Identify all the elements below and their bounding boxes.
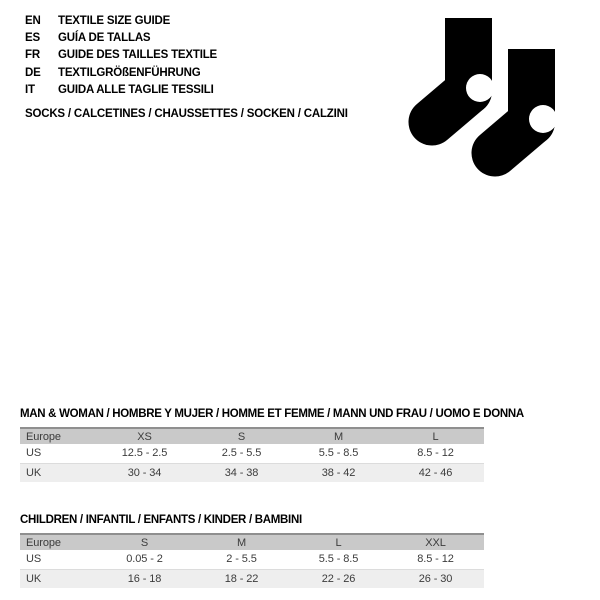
sock-front-icon — [495, 49, 557, 153]
language-code: IT — [25, 83, 35, 96]
language-row — [25, 13, 217, 30]
language-code: EN — [25, 15, 41, 27]
language-label: GUIDE DES TAILLES TEXTILE — [58, 49, 217, 62]
size-value: 38 - 42 — [321, 466, 356, 479]
column-header: S — [140, 536, 149, 549]
column-header: L — [432, 430, 439, 443]
size-value: 16 - 18 — [127, 572, 162, 585]
product-line-title: SOCKS / CALCETINES / CHAUSSETTES / SOCKEN / CALZINI — [25, 108, 348, 120]
size-value: 42 - 46 — [418, 466, 453, 479]
language-row — [25, 65, 217, 82]
size-value: 8.5 - 12 — [417, 447, 454, 460]
size-table — [20, 427, 484, 482]
size-value: 5.5 - 8.5 — [318, 553, 359, 566]
language-label: GUÍA DE TALLAS — [58, 32, 151, 45]
language-row — [25, 30, 217, 47]
language-label: TEXTILE SIZE GUIDE — [58, 15, 171, 27]
size-value: 34 - 38 — [224, 466, 259, 479]
table-header-row — [20, 428, 484, 444]
table-title: CHILDREN / INFANTIL / ENFANTS / KINDER / BAMBINI — [20, 514, 302, 526]
row-label: US — [26, 553, 42, 566]
size-value: 2 - 5.5 — [226, 553, 257, 566]
column-header: M — [333, 430, 344, 443]
row-label: US — [26, 447, 42, 460]
row-label: UK — [26, 466, 42, 479]
table-row — [20, 550, 484, 569]
table-row — [20, 444, 484, 463]
language-label: TEXTILGRÖßENFÜHRUNG — [58, 66, 201, 79]
column-header: M — [236, 536, 247, 549]
column-header: L — [335, 536, 342, 549]
language-row — [25, 47, 217, 64]
table-row — [20, 569, 484, 588]
column-header: Europe — [26, 536, 61, 549]
size-value: 30 - 34 — [127, 466, 162, 479]
size-value: 26 - 30 — [418, 572, 453, 585]
table-header-row — [20, 534, 484, 550]
size-value: 12.5 - 2.5 — [121, 447, 168, 460]
row-label: UK — [26, 572, 42, 585]
size-table-section-man-woman — [20, 406, 524, 482]
table-row — [20, 463, 484, 482]
size-value: 0.05 - 2 — [126, 553, 163, 566]
language-list — [25, 13, 217, 99]
column-header: XXL — [425, 536, 446, 549]
language-code: ES — [25, 32, 40, 45]
column-header: Europe — [26, 430, 61, 443]
column-header: S — [237, 430, 246, 443]
sock-back-icon — [432, 18, 494, 122]
size-value: 5.5 - 8.5 — [318, 447, 359, 460]
size-table-section-children — [20, 512, 484, 588]
size-value: 8.5 - 12 — [417, 553, 454, 566]
size-value: 18 - 22 — [224, 572, 259, 585]
language-code: FR — [25, 49, 40, 62]
size-value: 22 - 26 — [321, 572, 356, 585]
socks-icon — [405, 14, 561, 178]
language-row — [25, 82, 217, 99]
size-value: 2.5 - 5.5 — [221, 447, 262, 460]
column-header: XS — [137, 430, 152, 443]
table-title: MAN & WOMAN / HOMBRE Y MUJER / HOMME ET FEMME / MANN UND FRAU / UOMO E DONNA — [20, 408, 524, 420]
language-label: GUIDA ALLE TAGLIE TESSILI — [58, 83, 214, 96]
language-code: DE — [25, 66, 41, 79]
size-table — [20, 533, 484, 588]
